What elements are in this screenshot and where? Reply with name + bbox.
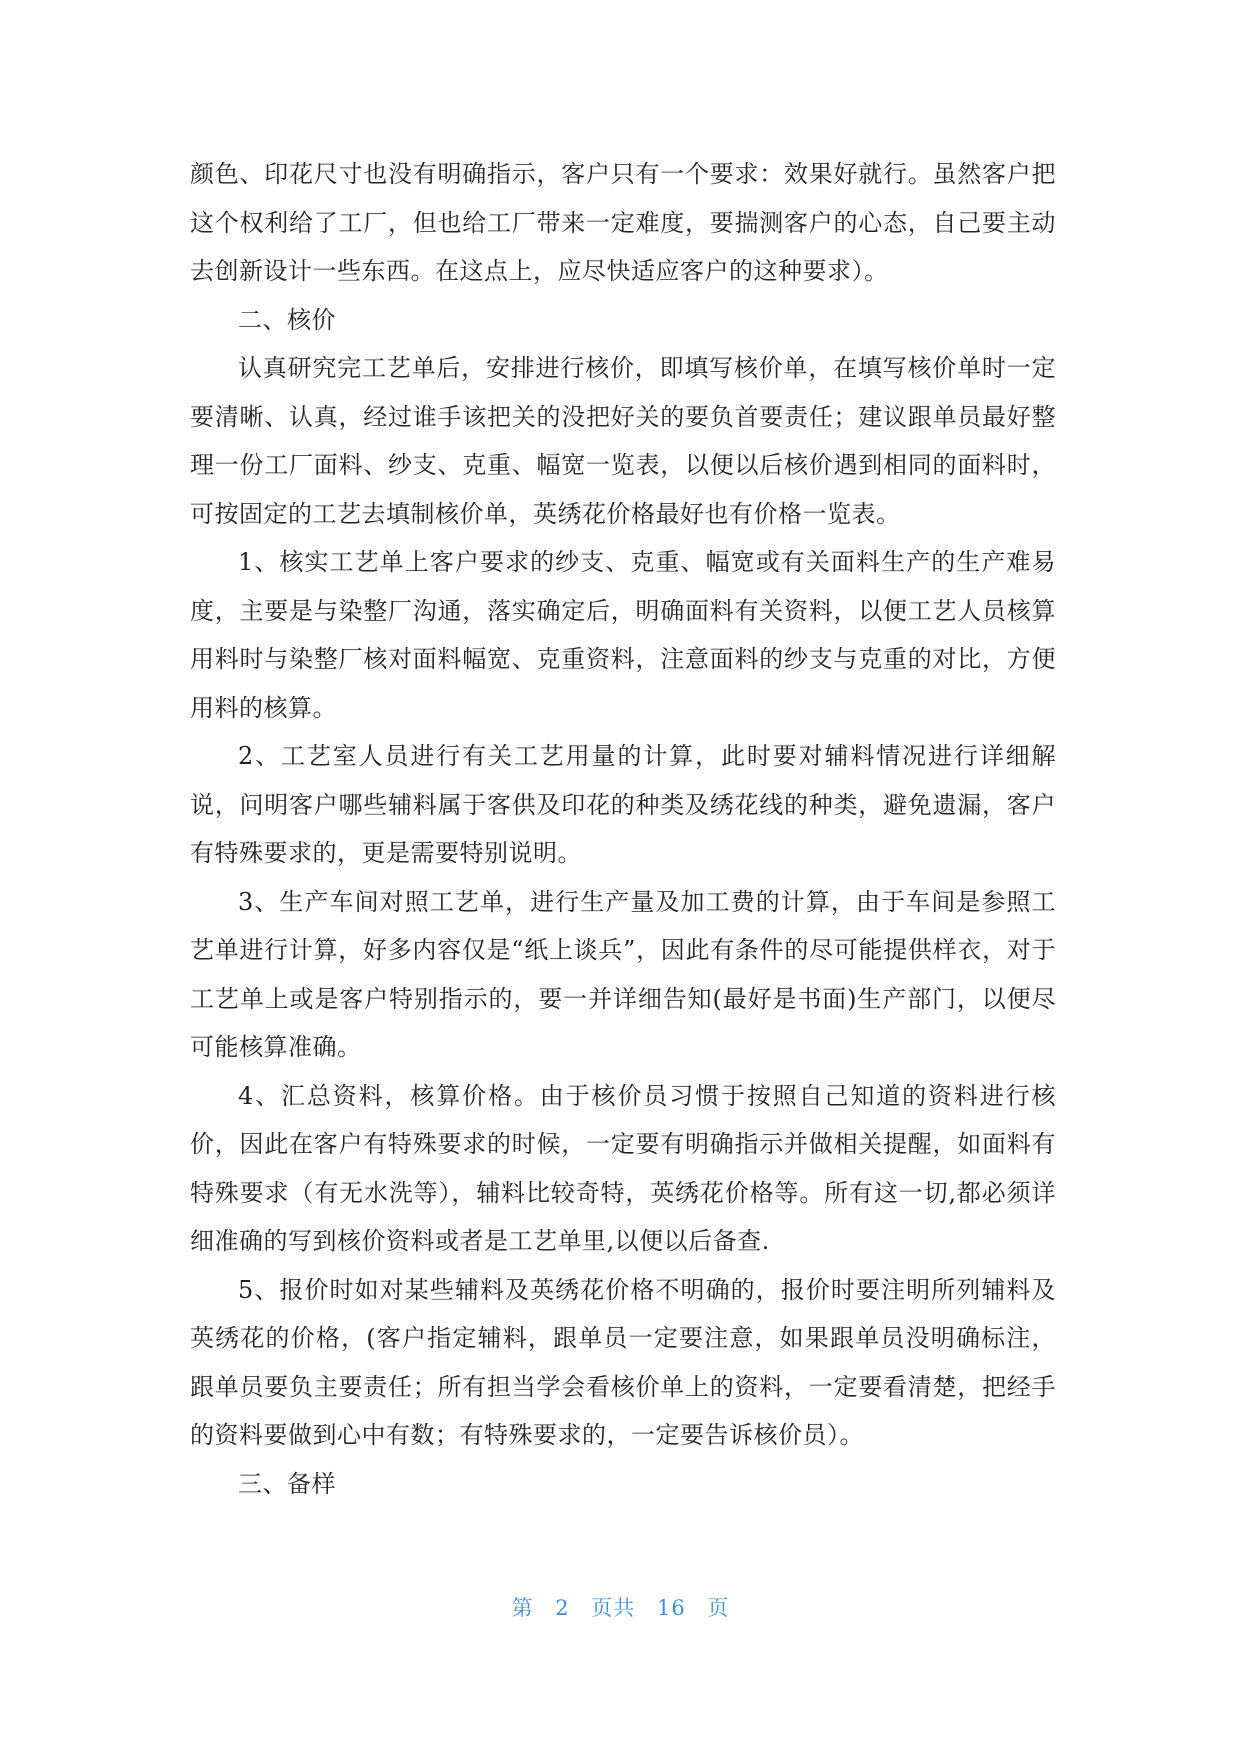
document-body [190,150,1056,1508]
list-item: 4、汇总资料，核算价格。由于核价员习惯于按照自己知道的资料进行核价，因此在客户有特殊要求的时候，一定要有明确指示并做相关提醒，如面料有特殊要求（有无水洗等），辅料比较奇特，英绣花价格等。所有这一切,都必须详细准确的写到核价资料或者是工艺单里,以便以后备查. [190,1081,1056,1255]
section-heading-pricing: 二、核价 [238,305,336,334]
list-item: 2、工艺室人员进行有关工艺用量的计算，此时要对辅料情况进行详细解说，问明客户哪些辅料属于客供及印花的种类及绣花线的种类，避免遗漏，客户有特殊要求的，更是需要特别说明。 [190,742,1056,867]
paragraph: 认真研究完工艺单后，安排进行核价，即填写核价单，在填写核价单时一定要清晰、认真，经过谁手该把关的没把好关的要负首要责任；建议跟单员最好整理一份工厂面料、纱支、克重、幅宽一览表，以便以后核价遇到相同的面料时，可按固定的工艺去填制核价单，英绣花价格最好也有价格一览表。 [190,354,1056,528]
section-heading-sampling: 三、备样 [238,1469,336,1498]
list-item: 3、生产车间对照工艺单，进行生产量及加工费的计算，由于车间是参照工艺单进行计算，好多内容仅是“纸上谈兵”，因此有条件的尽可能提供样衣，对于工艺单上或是客户特别指示的，要一并详细告知(最好是书面)生产部门，以便尽可能核算准确。 [190,887,1056,1061]
page-number-footer: 第 2 页共 16 页 [511,1596,730,1620]
list-item: 1、核实工艺单上客户要求的纱支、克重、幅宽或有关面料生产的生产难易度，主要是与染整厂沟通，落实确定后，明确面料有关资料，以便工艺人员核算用料时与染整厂核对面料幅宽、克重资料，注意面料的纱支与克重的对比，方便用料的核算。 [190,548,1056,722]
paragraph-continued: 颜色、印花尺寸也没有明确指示，客户只有一个要求：效果好就行。虽然客户把这个权利给了工厂，但也给工厂带来一定难度，要揣测客户的心态，自己要主动去创新设计一些东西。在这点上，应尽快适应客户的这种要求）。 [190,160,1056,285]
list-item: 5、报价时如对某些辅料及英绣花价格不明确的，报价时要注明所列辅料及英绣花的价格，(客户指定辅料，跟单员一定要注意，如果跟单员没明确标注，跟单员要负主要责任；所有担当学会看核价单上的资料，一定要看清楚，把经手的资料要做到心中有数；有特殊要求的，一定要告诉核价员）。 [190,1275,1056,1449]
